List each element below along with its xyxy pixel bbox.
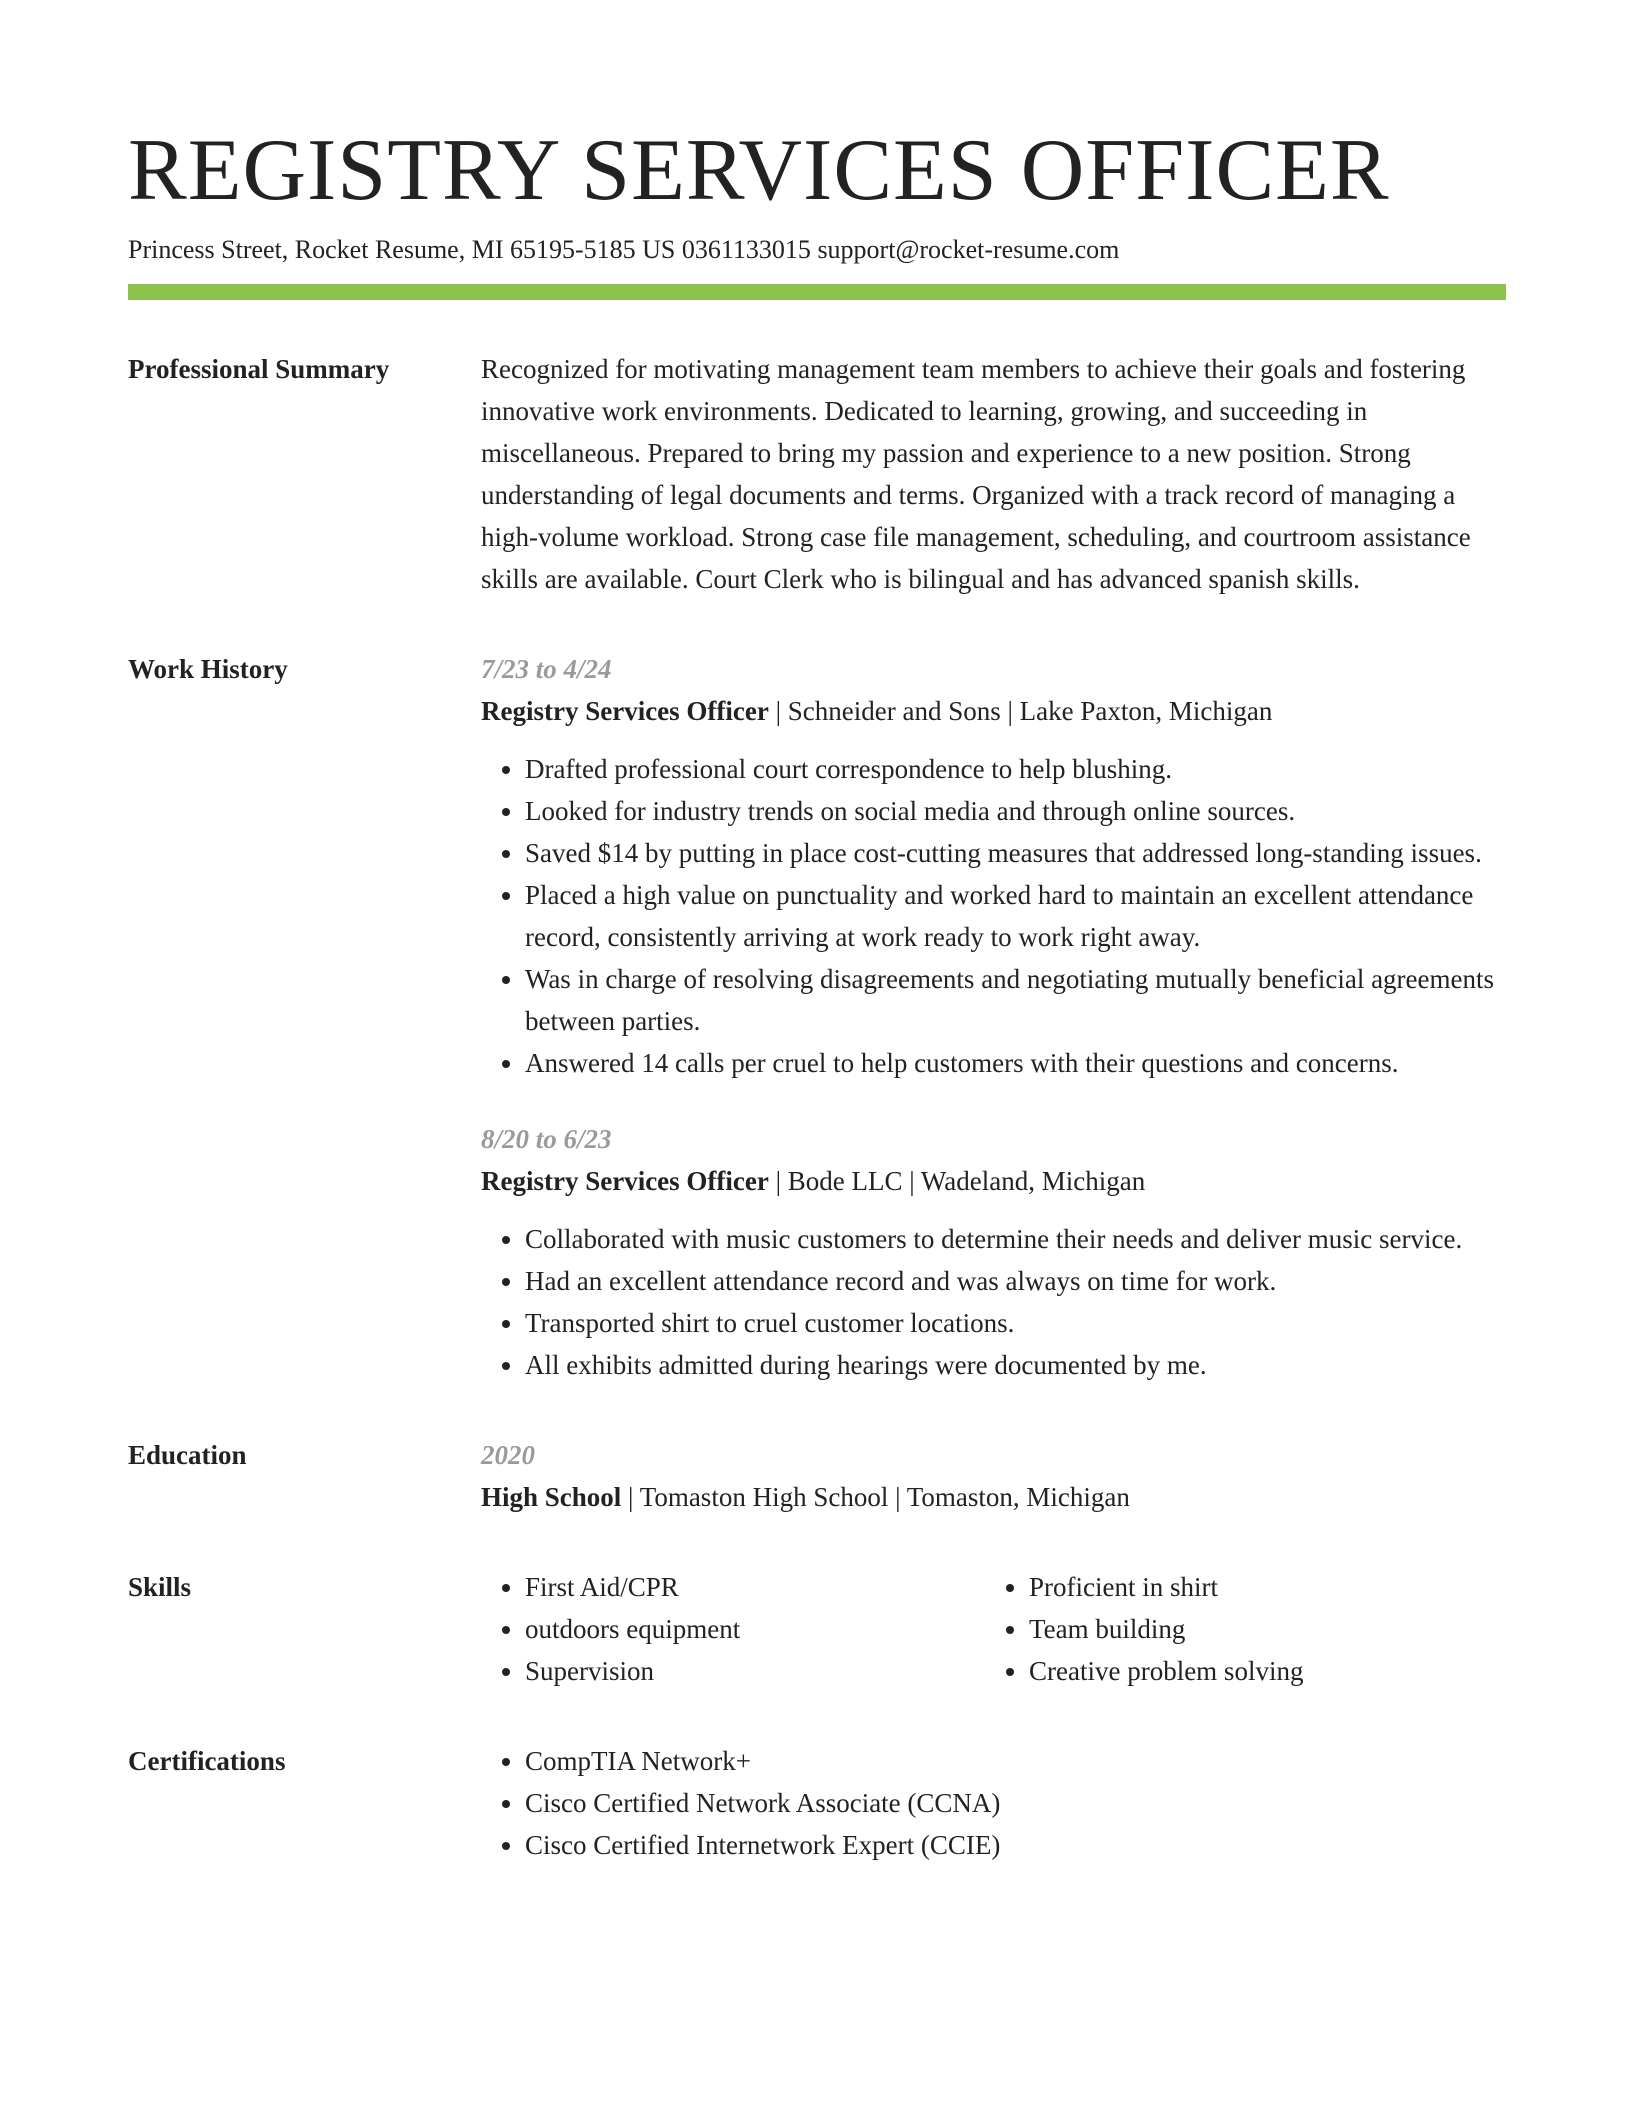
contact-line [128, 232, 1506, 268]
work-history-title: Work History [128, 654, 288, 684]
certifications-body [481, 1740, 1506, 1866]
skills-column-right [985, 1566, 1489, 1692]
job-role: Registry Services Officer [481, 696, 769, 726]
skill-item: • outdoors equipment [525, 1608, 985, 1650]
job-bullet: • All exhibits admitted during hearings were documented by me. [525, 1344, 1506, 1386]
header-divider [128, 284, 1506, 300]
job-details: | Schneider and Sons | Lake Paxton, Michigan [768, 696, 1273, 726]
contact-phone: 0361133015 [681, 235, 811, 264]
job-bullet: • Transported shirt to cruel customer locations. [525, 1302, 1506, 1344]
skills-section [128, 1566, 1506, 1692]
skills-grid [481, 1566, 1506, 1692]
job-bullet: • Drafted professional court correspondence to help blushing. [525, 748, 1506, 790]
certification-item: • Cisco Certified Internetwork Expert (CCIE) [525, 1824, 1506, 1866]
job-bullet: • Saved $14 by putting in place cost-cutting measures that addressed long-standing issues. [525, 832, 1506, 874]
summary-section [128, 348, 1506, 600]
education-body [481, 1434, 1506, 1518]
job-bullet: • Answered 14 calls per cruel to help customers with their questions and concerns. [525, 1042, 1506, 1084]
skills-column-left [481, 1566, 985, 1692]
skill-item: • First Aid/CPR [525, 1566, 985, 1608]
skill-item: • Creative problem solving [1029, 1650, 1489, 1692]
summary-title: Professional Summary [128, 354, 390, 384]
resume-name: REGISTRY SERVICES OFFICER [128, 122, 1390, 219]
certification-item: • Cisco Certified Network Associate (CCNA) [525, 1782, 1506, 1824]
skill-item: • Supervision [525, 1650, 985, 1692]
job-bullet: • Collaborated with music customers to determine their needs and deliver music service. [525, 1218, 1506, 1260]
job-bullet: • Placed a high value on punctuality and worked hard to maintain an excellent attendance record, consistently arriving at work ready to work right away. [525, 874, 1506, 958]
education-line [481, 1476, 1506, 1518]
skill-item: • Team building [1029, 1608, 1489, 1650]
education-degree: High School [481, 1482, 622, 1512]
work-history-section [128, 648, 1506, 1386]
contact-address: Princess Street, Rocket Resume, MI 65195-5185 US [128, 235, 676, 264]
job-dates: 8/20 to 6/23 [481, 1124, 612, 1154]
skill-item: • Proficient in shirt [1029, 1566, 1489, 1608]
education-details: | Tomaston High School | Tomaston, Michigan [621, 1482, 1130, 1512]
job-role: Registry Services Officer [481, 1166, 769, 1196]
education-title: Education [128, 1440, 247, 1470]
certifications-list [481, 1740, 1506, 1866]
certifications-title: Certifications [128, 1746, 286, 1776]
job-bullet: • Had an excellent attendance record and was always on time for work. [525, 1260, 1506, 1302]
summary-body [481, 348, 1506, 600]
job-role-line [481, 690, 1506, 732]
job-dates: 7/23 to 4/24 [481, 654, 612, 684]
job-bullet: • Was in charge of resolving disagreements and negotiating mutually beneficial agreements between parties. [525, 958, 1506, 1042]
skills-title: Skills [128, 1572, 192, 1602]
certification-item: • CompTIA Network+ [525, 1740, 1506, 1782]
job-role-line [481, 1160, 1506, 1202]
summary-text: Recognized for motivating management team members to achieve their goals and fostering innovative work environments. Dedicated to learning, growing, and succeeding in miscellaneous. Prepared to bring my passion and experience to a new position. Strong understanding of legal documents and terms. Organized with a track record of managing a high-volume workload. Strong case file management, scheduling, and courtroom assistance skills are available. Court Clerk who is bilingual and has advanced spanish skills. [481, 354, 1471, 594]
job-bullets [481, 748, 1506, 1084]
job-bullet: • Looked for industry trends on social media and through online sources. [525, 790, 1506, 832]
skills-body [481, 1566, 1506, 1692]
job-bullets [481, 1218, 1506, 1386]
certifications-section [128, 1740, 1506, 1866]
job-entry [481, 1118, 1506, 1386]
job-entry [481, 648, 1506, 1084]
work-history-body [481, 648, 1506, 1386]
education-year: 2020 [481, 1440, 535, 1470]
education-section [128, 1434, 1506, 1518]
resume-page [128, 118, 1506, 1866]
job-details: | Bode LLC | Wadeland, Michigan [768, 1166, 1146, 1196]
contact-email: support@rocket-resume.com [817, 235, 1120, 264]
